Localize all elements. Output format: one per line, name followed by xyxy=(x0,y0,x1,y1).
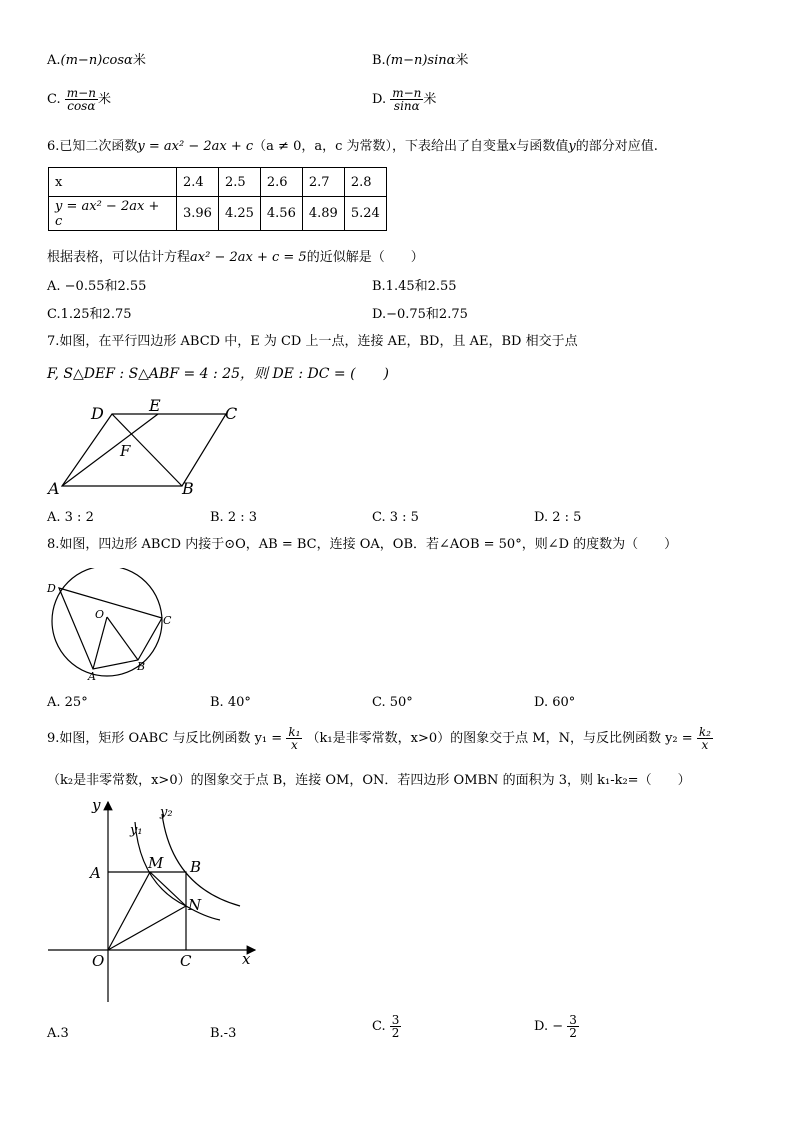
q6-stem xyxy=(47,140,658,153)
label-d: D xyxy=(91,404,104,423)
q9-option-d-fraction xyxy=(567,1014,579,1039)
q9-stem-line2: （k₂是非零常数，x>0）的图象交于点 B，连接 OM，ON．若四边形 OMBN 的面积为 3，则 k₁-k₂=（ ） xyxy=(47,773,691,788)
q6-var-x: x xyxy=(509,139,517,154)
q5-option-c-fraction xyxy=(65,87,98,112)
q9-fraction-1-den: x xyxy=(290,738,298,752)
q6-stem-b: （a ≠ 0，a，c 为常数），下表给出了自变量 xyxy=(253,139,509,154)
table-cell: 2.8 xyxy=(344,168,386,197)
q5-option-d-label: D. xyxy=(372,92,387,107)
q6-option-b: B.1.45和2.55 xyxy=(372,279,457,294)
table-header-y: y = ax² − 2ax + c xyxy=(49,197,177,231)
label-y2: y₂ xyxy=(160,805,173,820)
label-a: A xyxy=(88,670,96,683)
q5-option-a-expr: (m−n)cosα xyxy=(60,53,133,68)
q5-option-c-unit: 米 xyxy=(97,92,111,107)
q9-option-d-label: D. − xyxy=(534,1019,564,1034)
q9-fraction-1-num: k₁ xyxy=(288,725,301,739)
q8-option-c: C. 50° xyxy=(372,695,413,710)
q5-option-b-label: B. xyxy=(372,53,386,68)
q9-option-b: B.-3 xyxy=(210,1026,237,1041)
q5-option-c-num: m−n xyxy=(66,86,96,100)
table-cell: 3.96 xyxy=(177,197,219,231)
q5-option-d-den: sinα xyxy=(393,99,420,113)
q9-option-d-den: 2 xyxy=(569,1026,577,1040)
q9-option-a: A.3 xyxy=(47,1026,69,1041)
q5-option-d-fraction xyxy=(390,87,423,112)
q9-stem-b: （k₁是非零常数，x>0）的图象交于点 M，N，与反比例函数 y₂ = xyxy=(306,731,693,746)
q6-stem-a: 6.已知二次函数 xyxy=(47,139,138,154)
q7-parallelogram-figure xyxy=(40,398,250,500)
quadrilateral-abcd xyxy=(59,588,162,669)
label-d: D xyxy=(47,582,56,595)
label-c: C xyxy=(163,614,172,627)
q9-fraction-2-num: k₂ xyxy=(698,725,711,739)
q9-option-c-num: 3 xyxy=(391,1013,400,1027)
q5-option-b xyxy=(372,54,468,67)
label-o: O xyxy=(95,608,105,621)
segment-ob xyxy=(107,617,138,660)
q9-stem-line1 xyxy=(47,726,713,751)
q9-fraction-2-den: x xyxy=(701,738,709,752)
q8-option-d: D. 60° xyxy=(534,695,576,710)
label-b: B xyxy=(137,660,146,673)
q5-option-d-num: m−n xyxy=(392,86,422,100)
q5-option-c-label: C. xyxy=(47,92,61,107)
table-cell: 2.4 xyxy=(177,168,219,197)
q7-option-b: B. 2 : 3 xyxy=(210,510,258,525)
q7-stem-line2: F, S△DEF : S△ABF = 4 : 25，则 DE : DC = ( ) xyxy=(47,366,390,382)
q6-question-b: 的近似解是（ ） xyxy=(306,250,424,265)
q9-fraction-1 xyxy=(286,726,302,751)
table-cell: 4.25 xyxy=(218,197,260,231)
q9-option-d xyxy=(534,1014,579,1039)
table-cell: 4.89 xyxy=(302,197,344,231)
q7-option-d: D. 2 : 5 xyxy=(534,510,582,525)
q8-option-a: A. 25° xyxy=(47,695,88,710)
q5-option-c-den: cosα xyxy=(67,99,96,113)
circle-o xyxy=(52,568,162,676)
q5-option-b-expr: (m−n)sinα xyxy=(385,53,456,68)
q6-option-c: C.1.25和2.75 xyxy=(47,307,132,322)
q7-option-c: C. 3 : 5 xyxy=(372,510,419,525)
table-cell: 2.7 xyxy=(302,168,344,197)
label-o: O xyxy=(92,952,105,970)
table-cell: 5.24 xyxy=(344,197,386,231)
q6-function: y = ax² − 2ax + c xyxy=(137,139,254,154)
label-a: A xyxy=(48,479,60,498)
q5-option-d-unit: 米 xyxy=(423,92,437,107)
label-b: B xyxy=(182,479,194,498)
segment-ae xyxy=(62,414,158,486)
q6-question xyxy=(47,251,424,264)
table-row xyxy=(49,168,387,197)
q6-stem-d: 的部分对应值. xyxy=(575,139,658,154)
label-c: C xyxy=(180,952,192,970)
q6-equation: ax² − 2ax + c = 5 xyxy=(190,250,307,265)
label-e: E xyxy=(149,398,161,415)
q9-option-c-label: C. xyxy=(372,1019,386,1034)
q7-option-a: A. 3 : 2 xyxy=(47,510,94,525)
segment-mn xyxy=(150,872,186,906)
q5-option-c xyxy=(47,87,111,112)
rectangle-oabc xyxy=(108,872,186,950)
q8-stem: 8.如图，四边形 ABCD 内接于⊙O，AB = BC，连接 OA，OB．若∠AOB = 50°，则∠D 的度数为（ ） xyxy=(47,537,678,552)
table-header-x: x xyxy=(49,168,177,197)
label-b: B xyxy=(190,858,202,876)
q9-option-c xyxy=(372,1014,401,1039)
q9-fraction-2 xyxy=(697,726,713,751)
q9-option-d-num: 3 xyxy=(569,1013,577,1027)
q5-option-a-label: A. xyxy=(47,53,61,68)
label-y: y xyxy=(92,796,101,814)
table-cell: 4.56 xyxy=(260,197,302,231)
q9-option-c-fraction xyxy=(390,1014,402,1039)
q8-option-b: B. 40° xyxy=(210,695,251,710)
label-n: N xyxy=(188,896,202,914)
q5-option-a-unit: 米 xyxy=(132,53,146,68)
label-c: C xyxy=(225,404,238,423)
q9-coordinate-figure xyxy=(40,792,265,1004)
q7-stem-line1: 7.如图，在平行四边形 ABCD 中，E 为 CD 上一点，连接 AE，BD，且 AE，BD 相交于点 xyxy=(47,334,578,349)
q6-option-a: A. −0.55和2.55 xyxy=(47,279,147,294)
q6-value-table xyxy=(48,167,387,231)
q6-stem-c: 与函数值 xyxy=(516,139,569,154)
q6-option-d: D.−0.75和2.75 xyxy=(372,307,468,322)
q5-option-b-unit: 米 xyxy=(455,53,469,68)
q6-question-a: 根据表格，可以估计方程 xyxy=(47,250,191,265)
q5-option-d xyxy=(372,87,436,112)
table-cell: 2.5 xyxy=(218,168,260,197)
q6-var-y: y xyxy=(568,139,576,154)
label-a: A xyxy=(90,864,101,882)
q5-option-a xyxy=(47,54,146,67)
label-f: F xyxy=(120,442,131,460)
table-cell: 2.6 xyxy=(260,168,302,197)
label-m: M xyxy=(148,854,164,872)
q9-stem-a: 9.如图，矩形 OABC 与反比例函数 y₁ = xyxy=(47,731,283,746)
q9-option-c-den: 2 xyxy=(391,1026,400,1040)
q8-circle-figure xyxy=(40,568,175,683)
table-row xyxy=(49,197,387,231)
segment-oa xyxy=(93,617,107,669)
label-y1: y₁ xyxy=(130,823,143,838)
label-x: x xyxy=(242,950,251,968)
